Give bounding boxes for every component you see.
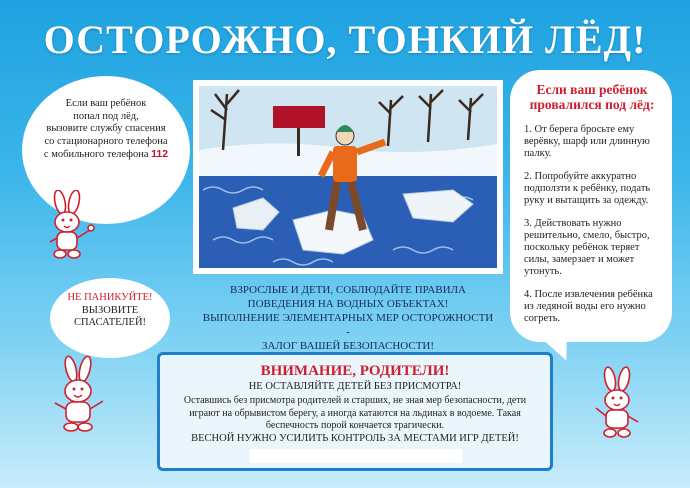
safety-line-4: ЗАЛОГ ВАШЕЙ БЕЗОПАСНОСТИ! bbox=[261, 340, 435, 352]
panic-bubble bbox=[50, 278, 170, 358]
poster-title: ОСТОРОЖНО, ТОНКИЙ ЛЁД! bbox=[43, 17, 647, 62]
emergency-number: 112 bbox=[151, 148, 169, 160]
bunny-mascot-icon bbox=[588, 366, 648, 447]
panic-line-3: СПАСАТЕЛЕЙ! bbox=[73, 317, 147, 328]
bunny-mascot-icon bbox=[45, 355, 115, 440]
safety-line-2: ПОВЕДЕНИЯ НА ВОДНЫХ ОБЪЕКТАХ! bbox=[247, 298, 449, 310]
bunny-mascot-icon bbox=[38, 190, 98, 267]
notice-body: Оставшись без присмотра родителей и старших, не зная мер безопасности, дети играют на обрывистом берегу, а иногда катаются на льдинах в водоеме. Такая беспечность порой кончается трагически. bbox=[183, 395, 527, 431]
safety-line-3: ВЫПОЛНЕНИЕ ЭЛЕМЕНТАРНЫХ МЕР ОСТОРОЖНОСТИ - bbox=[202, 312, 494, 338]
rescue-step: 1. От берега бросьте ему верёвку, шарф или длинную палку. bbox=[524, 124, 650, 159]
rescue-step: 3. Действовать нужно решительно, смело, быстро, поскольку ребёнок теряет силы, замерзает и может утонуть. bbox=[524, 218, 650, 277]
blank-strip bbox=[250, 449, 462, 463]
emergency-call-text bbox=[32, 98, 180, 162]
rescue-step: 4. После извлечения ребёнка из ледяной воды его нужно согреть. bbox=[524, 289, 653, 324]
emergency-line: с мобильного телефона bbox=[43, 149, 149, 160]
emergency-line: Если ваш ребёнок bbox=[65, 98, 147, 109]
notice-heading: ВНИМАНИЕ, РОДИТЕЛИ! bbox=[260, 363, 450, 379]
emergency-line-mobile bbox=[32, 148, 180, 162]
safety-rules-text bbox=[200, 283, 496, 353]
rescue-steps-list bbox=[524, 124, 664, 336]
rescue-heading: Если ваш ребёнок провалился под лёд: bbox=[529, 82, 655, 112]
rescue-step: 2. Попробуйте аккуратно подползти к ребёнку, подать руку и вытащить за одежду. bbox=[524, 171, 651, 206]
ice-warning-illustration bbox=[193, 80, 503, 274]
notice-subheading: НЕ ОСТАВЛЯЙТЕ ДЕТЕЙ БЕЗ ПРИСМОТРА! bbox=[248, 381, 462, 392]
panic-line-2: ВЫЗОВИТЕ bbox=[81, 304, 139, 316]
emergency-line: попал под лёд, bbox=[73, 110, 139, 122]
notice-footer: ВЕСНОЙ НУЖНО УСИЛИТЬ КОНТРОЛЬ ЗА МЕСТАМИ ИГР ДЕТЕЙ! bbox=[191, 433, 519, 444]
emergency-line: вызовите службу спасения bbox=[46, 123, 166, 134]
panic-text bbox=[56, 292, 164, 330]
parents-notice-box bbox=[157, 352, 553, 471]
panic-line-1: НЕ ПАНИКУЙТЕ! bbox=[67, 292, 153, 303]
safety-line-1: ВЗРОСЛЫЕ И ДЕТИ, СОБЛЮДАЙТЕ ПРАВИЛА bbox=[230, 284, 466, 296]
emergency-line: со стационарного телефона bbox=[44, 135, 168, 147]
rescue-instructions-bubble bbox=[510, 70, 672, 342]
